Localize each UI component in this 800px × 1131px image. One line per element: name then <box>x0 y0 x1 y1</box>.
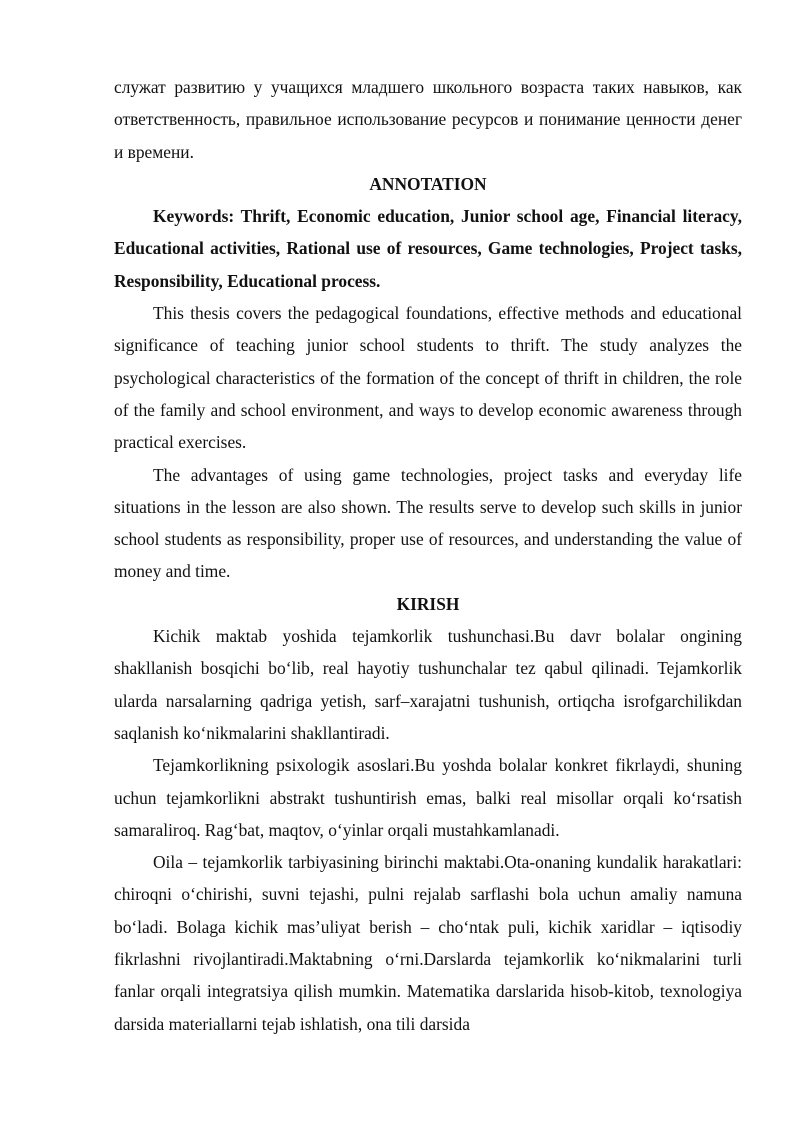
kirish-paragraph-1: Kichik maktab yoshida tejamkorlik tushunchasi.Bu davr bolalar ongining shakllanish bosqichi bo‘lib, real hayotiy tushunchalar tez qabul qilinadi. Tejamkorlik ularda narsalarning qadriga yetish, sarf–xarajatni tushunish, ortiqcha isrofgarchilikdan saqlanish ko‘nikmalarini shakllantiradi. <box>114 626 742 743</box>
kirish-heading: KIRISH <box>396 593 460 614</box>
document-body <box>114 71 742 1040</box>
keywords-paragraph: Keywords: Thrift, Economic education, Junior school age, Financial literacy, Educational activities, Rational use of resources, Game technologies, Project tasks, Responsibility, Educational process. <box>114 206 742 291</box>
continuation-paragraph: служат развитию у учащихся младшего школьного возраста таких навыков, как ответственность, правильное использование ресурсов и понимание ценности денег и времени. <box>114 77 742 162</box>
annotation-heading: ANNOTATION <box>369 173 487 194</box>
kirish-paragraph-3: Oila – tejamkorlik tarbiyasining birinchi maktabi.Ota-onaning kundalik harakatlari: chiroqni o‘chirishi, suvni tejashi, pulni rejalab sarflashi bola uchun amaliy namuna bo‘ladi. Bolaga kichik mas’uliyat berish – cho‘ntak puli, kichik xaridlar – iqtisodiy fikrlashni rivojlantiradi.Maktabning o‘rni.Darslarda tejamkorlik ko‘nikmalarini turli fanlar orqali integratsiya qilish mumkin. Matematika darslarida hisob-kitob, texnologiya darsida materiallarni tejab ishlatish, ona tili darsida <box>114 852 742 1034</box>
annotation-paragraph-2: The advantages of using game technologies, project tasks and everyday life situations in the lesson are also shown. The results serve to develop such skills in junior school students as responsibility, proper use of resources, and understanding the value of money and time. <box>114 464 742 582</box>
annotation-paragraph-1: This thesis covers the pedagogical foundations, effective methods and educational significance of teaching junior school students to thrift. The study analyzes the psychological characteristics of the formation of the concept of thrift in children, the role of the family and school environment, and ways to develop economic awareness through practical exercises. <box>114 303 742 453</box>
kirish-paragraph-2: Tejamkorlikning psixologik asoslari.Bu yoshda bolalar konkret fikrlaydi, shuning uchun tejamkorlikni abstrakt tushuntirish emas, balki real misollar orqali ko‘rsatish samaraliroq. Rag‘bat, maqtov, o‘yinlar orqali mustahkamlanadi. <box>114 755 742 840</box>
